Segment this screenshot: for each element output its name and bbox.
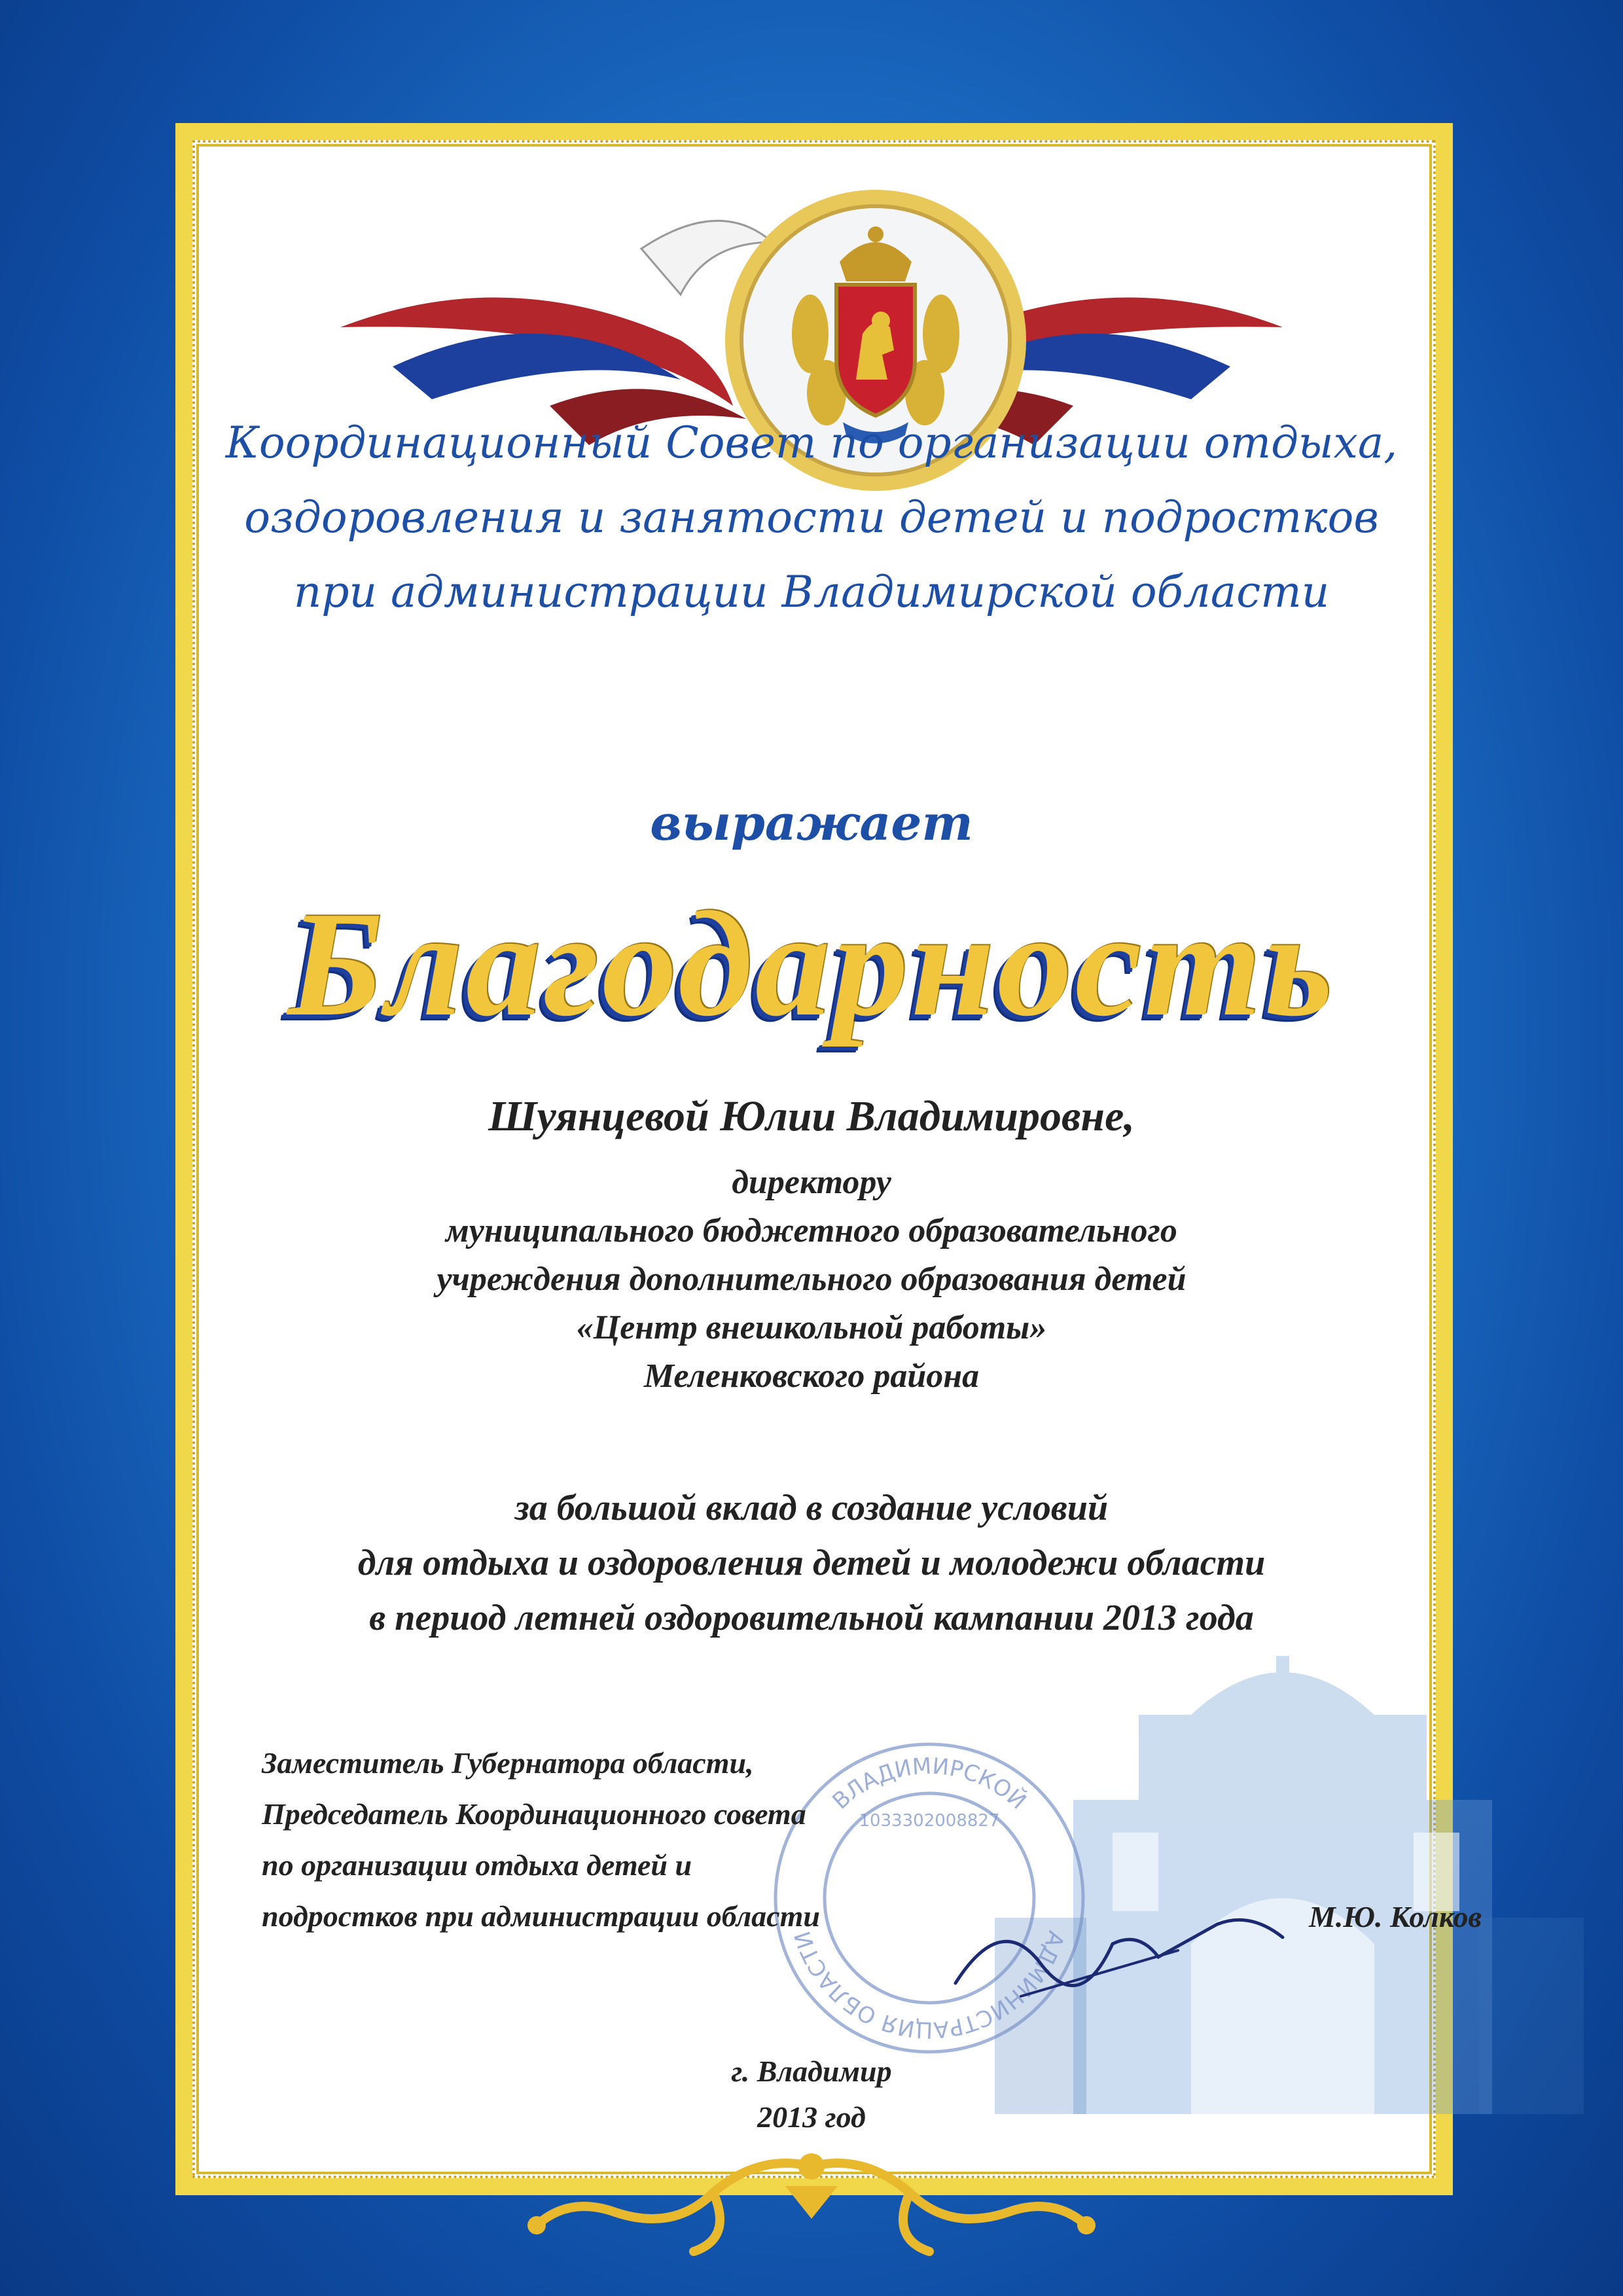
council-line-3: при администрации Владимирской области [293, 567, 1330, 617]
signer-name: М.Ю. Колков [1309, 1900, 1482, 1933]
seal-number: 1033302008827 [859, 1811, 1000, 1831]
recipient-organization [0, 1158, 1623, 1401]
signer-line-4: подростков при администрации области [262, 1899, 820, 1933]
organization-line-2: учреждения дополнительного образования детей [437, 1261, 1186, 1298]
place: г. Владимир [731, 2054, 892, 2088]
certificate-title: Благодарность [287, 880, 1336, 1047]
organization-line-3: «Центр внешкольной работы» [576, 1309, 1047, 1346]
seal-text-bottom: АДМИНИСТРАЦИЯ ОБЛАСТИ [789, 1928, 1069, 2043]
signer-title-block [262, 1738, 916, 1942]
reason-line-3: в период летней оздоровительной кампании 2013 года [369, 1598, 1254, 1638]
signer-line-2: Председатель Координационного совета [262, 1797, 806, 1831]
organization-line-4: Меленковского района [643, 1357, 980, 1395]
organization-line-1: муниципального бюджетного образовательного [446, 1212, 1177, 1249]
expresses-word: выражает [650, 795, 973, 852]
place-and-date [0, 2049, 1623, 2140]
council-line-2: оздоровления и занятости детей и подростков [244, 492, 1379, 543]
council-heading [0, 406, 1623, 630]
signature-mark [942, 1885, 1309, 2016]
year: 2013 год [757, 2100, 866, 2134]
council-line-1: Координационный Совет по организации отдыха, [225, 418, 1398, 468]
recipient-name: Шуянцевой Юлии Владимировне, [488, 1092, 1135, 1140]
seal-text-top: ВЛАДИМИРСКОЙ [827, 1753, 1031, 1815]
gold-scroll-ornament [497, 2140, 1126, 2284]
signer-line-1: Заместитель Губернатора области, [262, 1746, 754, 1780]
recipient-position: директору [732, 1164, 891, 1201]
award-reason [0, 1480, 1623, 1645]
signer-line-3: по организации отдыха детей и [262, 1848, 692, 1882]
reason-line-1: за большой вклад в создание условий [514, 1488, 1109, 1528]
reason-line-2: для отдыха и оздоровления детей и молодежи области [357, 1543, 1266, 1583]
